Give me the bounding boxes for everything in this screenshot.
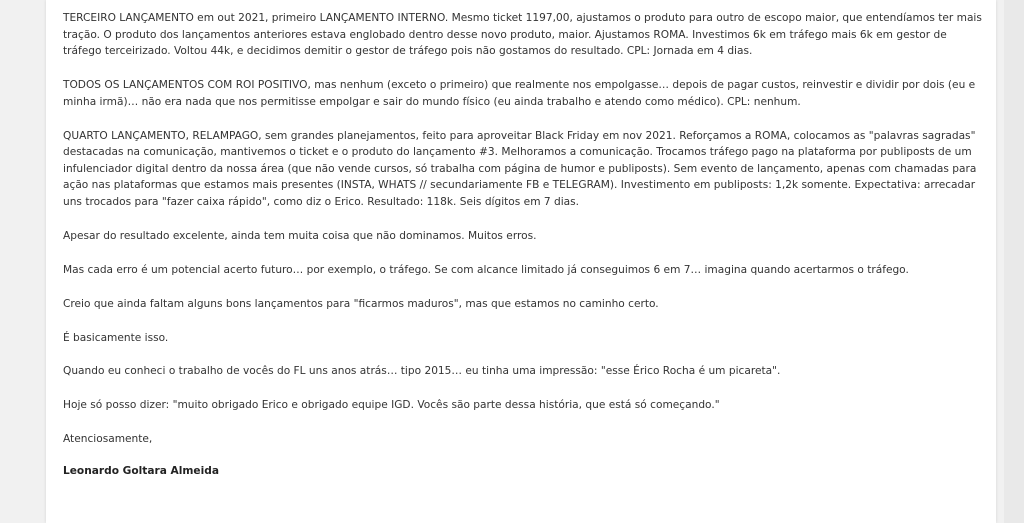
paragraph-quando-conheci: Quando eu conheci o trabalho de vocês do FL uns anos atrás… tipo 2015… eu tinha uma impressão: "esse Érico Rocha é um picareta". xyxy=(63,365,781,378)
paragraph-lancamentos-maduros: Creio que ainda faltam alguns bons lançamentos para "ficarmos maduros", mas que estamos no caminho certo. xyxy=(63,297,659,310)
paragraph-hoje-so-posso: Hoje só posso dizer: "muito obrigado Erico e obrigado equipe IGD. Vocês são parte dessa história, que está só começando." xyxy=(63,399,720,412)
paragraph-cada-erro: Mas cada erro é um potencial acerto futuro… por exemplo, o tráfego. Se com alcance limitado já conseguimos 6 em 7… imagina quando acertarmos o tráfego. xyxy=(63,263,909,276)
email-message-text xyxy=(63,10,983,479)
paragraph-apesar-resultado: Apesar do resultado excelente, ainda tem muita coisa que não dominamos. Muitos erros. xyxy=(63,229,537,242)
paragraph-terceiro-lancamento: TERCEIRO LANÇAMENTO em out 2021, primeiro LANÇAMENTO INTERNO. Mesmo ticket 1197,00, ajustamos o produto para outro de escopo maior, que entendíamos ter mais tração. O produto dos lançamentos anteriores estava englobado dentro desse novo produto, maior. Ajustamos ROMA. Investimos 6k em tráfego mais 6k em gestor de tráfego terceirizado. Voltou 44k, e decidimos demitir o gestor de tráfego pois não gostamos do resultado. CPL: Jornada em 4 dias. xyxy=(63,12,982,58)
signature-name: Leonardo Goltara Almeida xyxy=(63,464,219,477)
scrollbar-track[interactable] xyxy=(1004,0,1024,523)
closing-salutation: Atenciosamente, xyxy=(63,433,153,446)
paragraph-quarto-lancamento: QUARTO LANÇAMENTO, RELAMPAGO, sem grandes planejamentos, feito para aproveitar Black Friday em nov 2021. Reforçamos a ROMA, colocamos as "palavras sagradas" destacadas na comunicação, mantivemos o ticket e o produto do lançamento #3. Melhoramos a comunicação. Trocamos tráfego pago na plataforma por publiposts de um infulenciador digital dentro da nossa área (que não vende cursos, só trabalha com página de humor e publiposts). Sem evento de lançamento, apenas com chamadas para ação nas plataformas que estamos mais presentes (INSTA, WHATS // secundariamente FB e TELEGRAM). Investimento em publiposts: 1,2k somente. Expectativa: arrecadar uns trocados para "fazer caixa rápido", como diz o Erico. Resultado: 118k. Seis dígitos em 7 dias. xyxy=(63,129,977,208)
paragraph-basicamente: É basicamente isso. xyxy=(63,331,169,344)
paragraph-roi-positivo: TODOS OS LANÇAMENTOS COM ROI POSITIVO, mas nenhum (exceto o primeiro) que realmente nos empolgasse… depois de pagar custos, reinvestir e dividir por dois (eu e minha irmã)… não era nada que nos permitisse empolgar e sair do mundo físico (eu ainda trabalho e atendo como médico). CPL: nenhum. xyxy=(63,79,976,108)
